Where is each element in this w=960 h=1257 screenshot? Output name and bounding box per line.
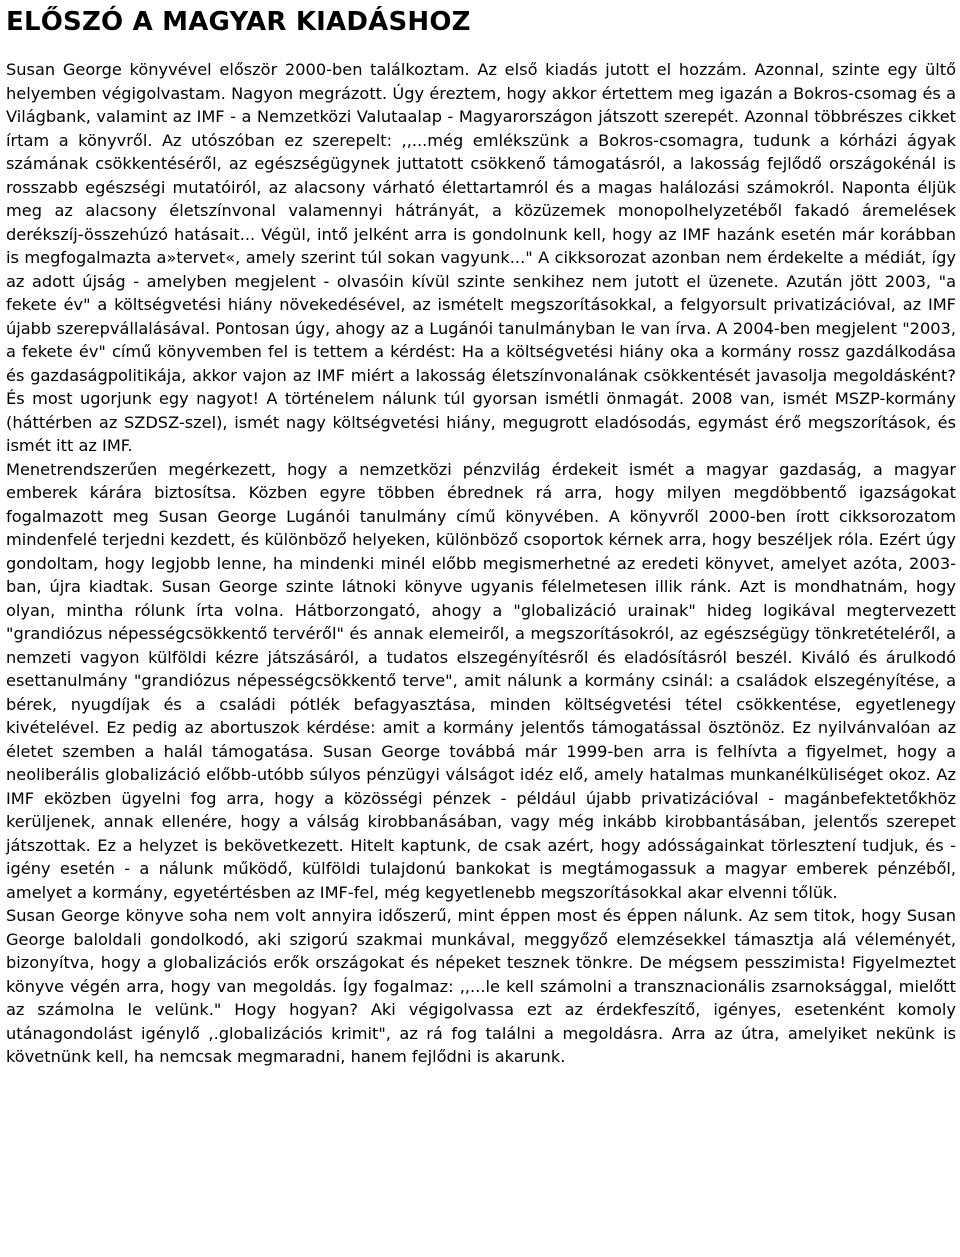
paragraph-3: Susan George könyve soha nem volt annyira időszerű, mint éppen most és éppen nálunk. Az sem titok, hogy Susan George baloldali gondolkodó, aki szigorú szakmai munkával, meggyőző elemzésekkel támasztja alá véleményét, bizonyítva, hogy a globalizációs erők országokat és népeket tesznek tönkre. De mégsem pesszimista! Figyelmeztet könyve végén arra, hogy van megoldás. Így fogalmaz: ,,...le kell számolni a transznacionális zsarnoksággal, mielőtt az számolna le velünk." Hogy hogyan? Aki végigolvassa ezt az érdekfeszítő, igényes, esetenként komoly utánagondolást igénylő ,.globalizációs krimit", az rá fog találni a megoldásra. Arra az útra, amelyiket nekünk is követnünk kell, ha nemcsak megmaradni, hanem fejlődni is akarunk. <box>6 906 956 1066</box>
document-page <box>6 0 956 1069</box>
document-body <box>6 58 956 1069</box>
page-title: ELŐSZÓ A MAGYAR KIADÁSHOZ <box>6 7 471 37</box>
paragraph-2: Menetrendszerűen megérkezett, hogy a nemzetközi pénzvilág érdekeit ismét a magyar gazdaság, a magyar emberek kárára biztosítsa. Közben egyre többen ébrednek rá arra, hogy milyen megdöbbentő igazságokat fogalmazott meg Susan George Lugánói tanulmány című könyvében. A könyvről 2000-ben írott cikksorozatom mindenfelé terjedni kezdett, és különböző helyeken, különböző csoportok kérnek arra, hogy beszéljek róla. Ezért úgy gondoltam, hogy legjobb lenne, ha mindenki minél előbb megismerhetné az eredeti könyvet, amelyet azóta, 2003-ban, újra kiadtak. Susan George szinte látnoki könyve ugyanis félelmetesen illik ránk. Azt is mondhatnám, hogy olyan, mintha rólunk írta volna. Hátborzongató, ahogy a "globalizáció urainak" hideg logikával megtervezett "grandiózus népességcsökkentő tervéről" és annak elemeiről, a megszorításokról, az egészségügy tönkretételéről, a nemzeti vagyon külföldi kézre játszásáról, a tudatos elszegényítésről és eladósításról beszél. Kiváló és árulkodó esettanulmány "grandiózus népességcsökkentő terve", amit nálunk a kormány csinál: a családok elszegényítése, a bérek, nyugdíjak és a családi pótlék befagyasztása, minden költségvetési tétel csökkentése, egyetlenegy kivételével. Ez pedig az abortuszok kérdése: amit a kormány jelentős támogatással ösztönöz. Ez nyilvánvalóan az életet szemben a halál támogatása. Susan George továbbá már 1999-ben arra is felhívta a figyelmet, hogy a neoliberális globalizáció előbb-utóbb súlyos pénzügyi válságot idéz elő, amely hatalmas munkanélküliséget okoz. Az IMF eközben ügyelni fog arra, hogy a közösségi pénzek - például újabb privatizációval - magánbefektetőkhöz kerüljenek, annak ellenére, hogy a válság kirobbanásában, vagy még inkább kirobbantásában, jelentős szerepet játszottak. Ez a helyzet is bekövetkezett. Hitelt kaptunk, de csak azért, hogy adósságainkat törlesztení tudjuk, és - igény esetén - a nálunk működő, külföldi tulajdonú bankokat is megtámogassuk a magyar emberek pénzéből, amelyet a kormány, egyetértésben az IMF-fel, még kegyetlenebb megszorításokkal akar elvenni tőlük. <box>6 459 956 902</box>
paragraph-1: Susan George könyvével először 2000-ben találkoztam. Az első kiadás jutott el hozzám. Azonnal, szinte egy ültő helyemben végigolvastam. Nagyon megrázott. Úgy éreztem, hogy akkor értettem meg igazán a Bokros-csomag és a Világbank, valamint az IMF - a Nemzetközi Valutaalap - Magyarországon játszott szerepét. Azonnal többrészes cikket írtam a könyvről. Az utószóban ez szerepelt: ,,...még emlékszünk a Bokros-csomagra, tudunk a kórházi ágyak számának csökkentéséről, az egészségügynek juttatott csökkenő támogatásról, a lakosság fejlődő országokénál is rosszabb egészségi mutatóiról, az alacsony várható élettartamról és a magas halálozási számokról. Naponta éljük meg az alacsony életszínvonal valamennyi hátrányát, a közüzemek monopolhelyzetéből fakadó áremelések derékszíj-összehúzó hatásait... Végül, intő jelként arra is gondolnunk kell, hogy az IMF hazánk esetén már korábban is megfogalmazta a»tervet«, amely szerint túl sokan vagyunk..." A cikksorozat azonban nem érdekelte a médiát, így az adott újság - amelyben megjelent - olvasóin kívül szinte senkihez nem jutott el üzenete. Azután jött 2003, "a fekete év" a költségvetési hiány növekedésével, az ismételt megszorításokkal, a felgyorsult privatizációval, az IMF újabb szerepvállalásával. Pontosan úgy, ahogy az a Lugánói tanulmányban le van írva. A 2004-ben megjelent "2003, a fekete év" című könyvemben fel is tettem a kérdést: Ha a költségvetési hiány oka a kormány rossz gazdálkodása és gazdaságpolitikája, akkor vajon az IMF miért a lakosság életszínvonalának csökkentését javasolja megoldásként? És most ugorjunk egy nagyot! A történelem nálunk túl gyorsan ismétli önmagát. 2008 van, ismét MSZP-kormány (háttérben az SZDSZ-szel), ismét nagy költségvetési hiány, megugrott eladósodás, egymást érő megszorítások, és ismét itt az IMF. <box>6 60 956 455</box>
